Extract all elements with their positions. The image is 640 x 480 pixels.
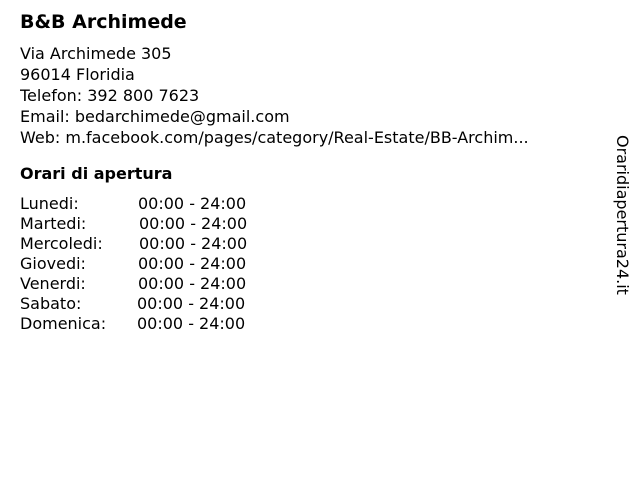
opening-hours-table: [20, 194, 280, 334]
day-label: Mercoledi:: [20, 234, 103, 253]
city-line: 96014 Floridia: [20, 65, 135, 84]
email-line: Email: bedarchimede@gmail.com: [20, 107, 290, 126]
time-range: 00:00 - 24:00: [138, 254, 247, 273]
hours-row-wednesday: [20, 234, 280, 254]
web-line: Web: m.facebook.com/pages/category/Real-Estate/BB-Archim...: [20, 128, 529, 147]
business-name: B&B Archimede: [20, 11, 187, 33]
time-range: 00:00 - 24:00: [139, 214, 248, 233]
hours-row-friday: [20, 274, 280, 294]
day-label: Lunedi:: [20, 194, 79, 213]
hours-row-sunday: [20, 314, 280, 334]
time-range: 00:00 - 24:00: [137, 314, 246, 333]
hours-row-saturday: [20, 294, 280, 314]
address-line: Via Archimede 305: [20, 44, 172, 63]
hours-row-monday: [20, 194, 280, 214]
business-info: [20, 43, 595, 148]
day-label: Giovedi:: [20, 254, 86, 273]
time-range: 00:00 - 24:00: [137, 294, 246, 313]
hours-row-tuesday: [20, 214, 280, 234]
phone-line: Telefon: 392 800 7623: [20, 86, 200, 105]
hours-row-thursday: [20, 254, 280, 274]
time-range: 00:00 - 24:00: [138, 194, 247, 213]
time-range: 00:00 - 24:00: [139, 234, 248, 253]
day-label: Venerdi:: [20, 274, 86, 293]
site-watermark-label: Oraridiapertura24.it: [613, 135, 632, 295]
day-label: Sabato:: [20, 294, 82, 313]
time-range: 00:00 - 24:00: [138, 274, 247, 293]
opening-hours-heading: Orari di apertura: [20, 164, 173, 183]
day-label: Martedi:: [20, 214, 87, 233]
day-label: Domenica:: [20, 314, 107, 333]
